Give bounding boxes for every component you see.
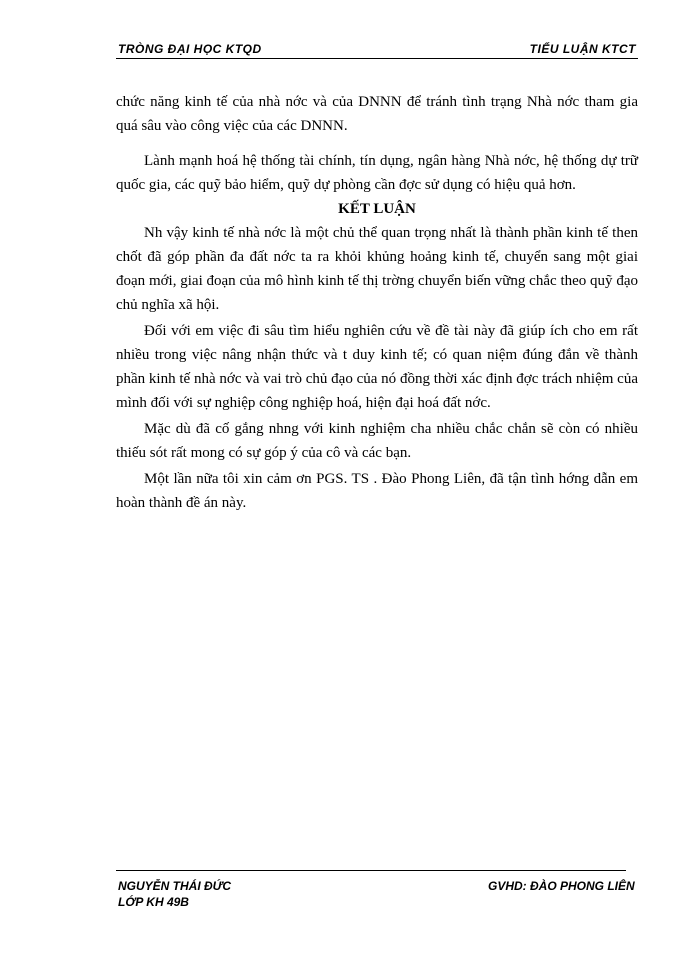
paragraph-conclusion-1: Nh vậy kinh tế nhà nớc là một chủ thể quan trọng nhất là thành phần kinh tế then chốt đã góp phần đa đất nớc ta ra khỏi khủng hoảng kinh tế, chuyển sang một giai đoạn mới, giai đoạn của mô hình kinh tế thị trờng chuyển biến vững chắc theo quỹ đạo chủ nghĩa xã hội.	[116, 225, 638, 313]
paragraph-conclusion-2: Đối với em việc đi sâu tìm hiểu nghiên cứu về đề tài này đã giúp ích cho em rất nhiều trong việc nâng nhận thức và t duy kinh tế; có quan niệm đúng đắn về thành phần kinh tế nhà nớc và vai trò chủ đạo của nó đồng thời xác định đợc trách nhiệm của mình đối với sự nghiệp công nghiệp hoá, hiện đại hoá đất nớc.	[116, 323, 638, 411]
section-title: KẾT LUẬN	[338, 201, 416, 217]
paragraph-continuation: chức năng kinh tế của nhà nớc và của DNNN để tránh tình trạng Nhà nớc tham gia quá sâu vào công việc của các DNNN.	[116, 94, 638, 134]
footer-author: NGUYỄN THÁI ĐỨC	[118, 879, 232, 893]
footer-supervisor: GVHD: ĐÀO PHONG LIÊN	[488, 879, 635, 893]
footer-divider	[116, 870, 626, 871]
page-header	[116, 42, 638, 59]
footer-class: LỚP KH 49B	[118, 895, 189, 909]
page-content	[116, 90, 638, 515]
header-doc-type: TIỂU LUẬN KTCT	[529, 42, 636, 56]
paragraph-thanks: Một lần nữa tôi xin cảm ơn PGS. TS . Đào Phong Liên, đã tận tình hớng dẫn em hoàn thành đề án này.	[116, 471, 638, 511]
header-school: TRÒNG ĐẠI HỌC KTQD	[118, 42, 262, 56]
paragraph-finance: Lành mạnh hoá hệ thống tài chính, tín dụng, ngân hàng Nhà nớc, hệ thống dự trữ quốc gia, các quỹ bảo hiểm, quỹ dự phòng cần đợc sử dụng có hiệu quả hơn.	[116, 153, 638, 193]
paragraph-conclusion-3: Mặc dù đã cố gắng nhng với kinh nghiệm cha nhiều chắc chắn sẽ còn có nhiều thiếu sót rất mong có sự góp ý của cô và các bạn.	[116, 421, 638, 461]
